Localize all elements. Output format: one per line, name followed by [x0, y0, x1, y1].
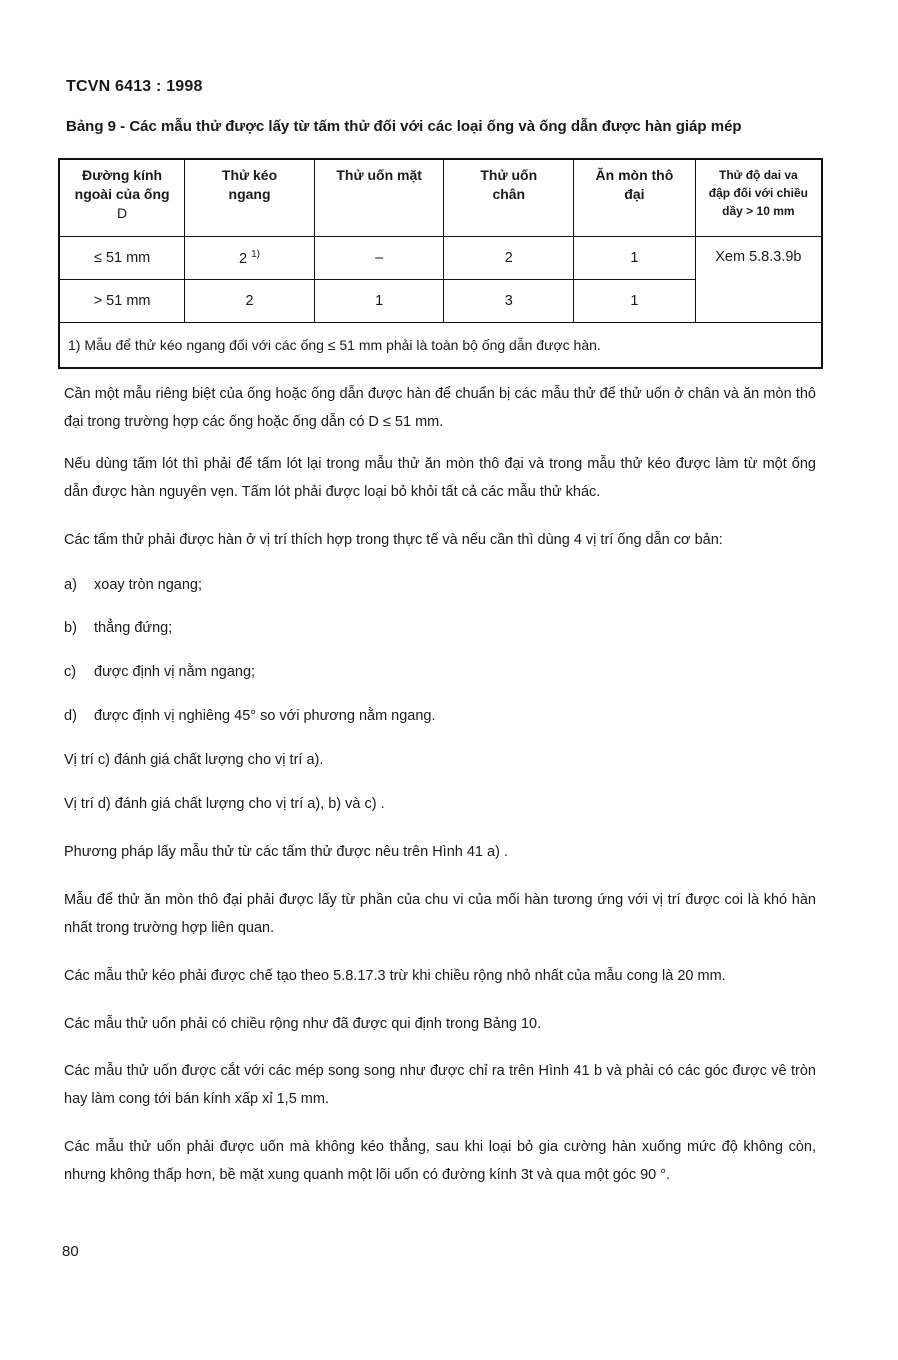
cell-face-bend: –: [314, 237, 444, 280]
cell-tensile: 2 $^{1)}$: [185, 237, 315, 280]
cell-macro: 1: [574, 280, 696, 323]
cell-face-bend: 1: [314, 280, 444, 323]
table-footnote: 1) Mẫu để thử kéo ngang đối với các ống ≤ 51 mm phải là toàn bộ ống dẫn được hàn.: [59, 323, 822, 369]
header-diameter: Đường kính ngoài của ống D: [59, 159, 185, 237]
cell-impact-reference: Xem 5.8.3.9b: [695, 237, 822, 323]
page-number: 80: [62, 1243, 79, 1260]
paragraph: Các mẫu thử uốn phải được uốn mà không kéo thẳng, sau khi loại bỏ gia cường hàn xuống mức độ không còn, nhưng không thấp hơn, bề mặt xung quanh một lõi uốn có đường kính 3t và qua một góc 90 °.: [64, 1139, 816, 1183]
cell-diameter: ≤ 51 mm: [59, 237, 185, 280]
paragraph: Vị trí c) đánh giá chất lượng cho vị trí a).: [64, 752, 324, 768]
header-macro: Ăn mòn thô đại: [574, 159, 696, 237]
paragraph: Các mẫu thử uốn phải có chiều rộng như đã được qui định trong Bảng 10.: [64, 1016, 542, 1032]
paragraph: Các mẫu thử kéo phải được chế tạo theo 5.8.17.3 trừ khi chiều rộng nhỏ nhất của mẫu cong là 20 mm.: [64, 968, 726, 984]
paragraph: Vị trí d) đánh giá chất lượng cho vị trí a), b) và c) .: [64, 796, 385, 812]
cell-root-bend: 3: [444, 280, 574, 323]
footnote-marker: 1): [251, 249, 261, 261]
standard-code: TCVN 6413 : 1998: [66, 78, 203, 95]
header-root-bend: Thử uốn chân: [444, 159, 574, 237]
list-item: b) thẳng đứng;: [64, 620, 173, 636]
cell-macro: 1: [574, 237, 696, 280]
table-title: Bảng 9 - Các mẫu thử được lấy từ tấm thử đối với các loại ống và ống dẫn được hàn giáp mép: [66, 118, 742, 135]
paragraph: Cần một mẫu riêng biệt của ống hoặc ống dẫn được hàn để chuẩn bị các mẫu thử để thử uốn ở chân và ăn mòn thô đại trong trường hợp các ống hoặc ống dẫn có D ≤ 51 mm.: [64, 386, 816, 430]
paragraph: Các mẫu thử uốn được cắt với các mép song song như được chỉ ra trên Hình 41 b và phải có các góc được vê tròn hay làm cong tới bán kính xấp xỉ 1,5 mm.: [64, 1063, 816, 1107]
table-footnote-row: [59, 323, 822, 369]
cell-tensile: 2: [185, 280, 315, 323]
paragraph: Các tấm thử phải được hàn ở vị trí thích hợp trong thực tế và nếu cần thì dùng 4 vị trí ống dẫn cơ bản:: [64, 532, 723, 548]
paragraph: Mẫu để thử ăn mòn thô đại phải được lấy từ phần của chu vi của mối hàn tương ứng với vị trí được coi là khó hàn nhất trong trường hợp liên quan.: [64, 892, 816, 936]
cell-root-bend: 2: [444, 237, 574, 280]
paragraph: Nếu dùng tấm lót thì phải để tấm lót lại trong mẫu thử ăn mòn thô đại và trong mẫu thử kéo được làm từ một ống dẫn được hàn nguyên vẹn. Tấm lót phải được loại bỏ khỏi tất cả các mẫu thử khác.: [64, 456, 816, 500]
list-item: c) được định vị nằm ngang;: [64, 664, 256, 680]
table-header-row: [59, 159, 822, 237]
list-item: a) xoay tròn ngang;: [64, 577, 203, 593]
paragraph: Phương pháp lấy mẫu thử từ các tấm thử được nêu trên Hình 41 a) .: [64, 844, 508, 860]
table-row: [59, 237, 822, 280]
header-transverse-tensile: Thử kéo ngang: [185, 159, 315, 237]
header-impact: Thử độ dai va đập đối với chiều dầy > 10 mm: [695, 159, 822, 237]
header-face-bend: Thử uốn mặt: [314, 159, 444, 237]
cell-diameter: > 51 mm: [59, 280, 185, 323]
list-item: d) được định vị nghiêng 45° so với phương nằm ngang.: [64, 708, 436, 724]
specimen-table: [58, 158, 823, 369]
